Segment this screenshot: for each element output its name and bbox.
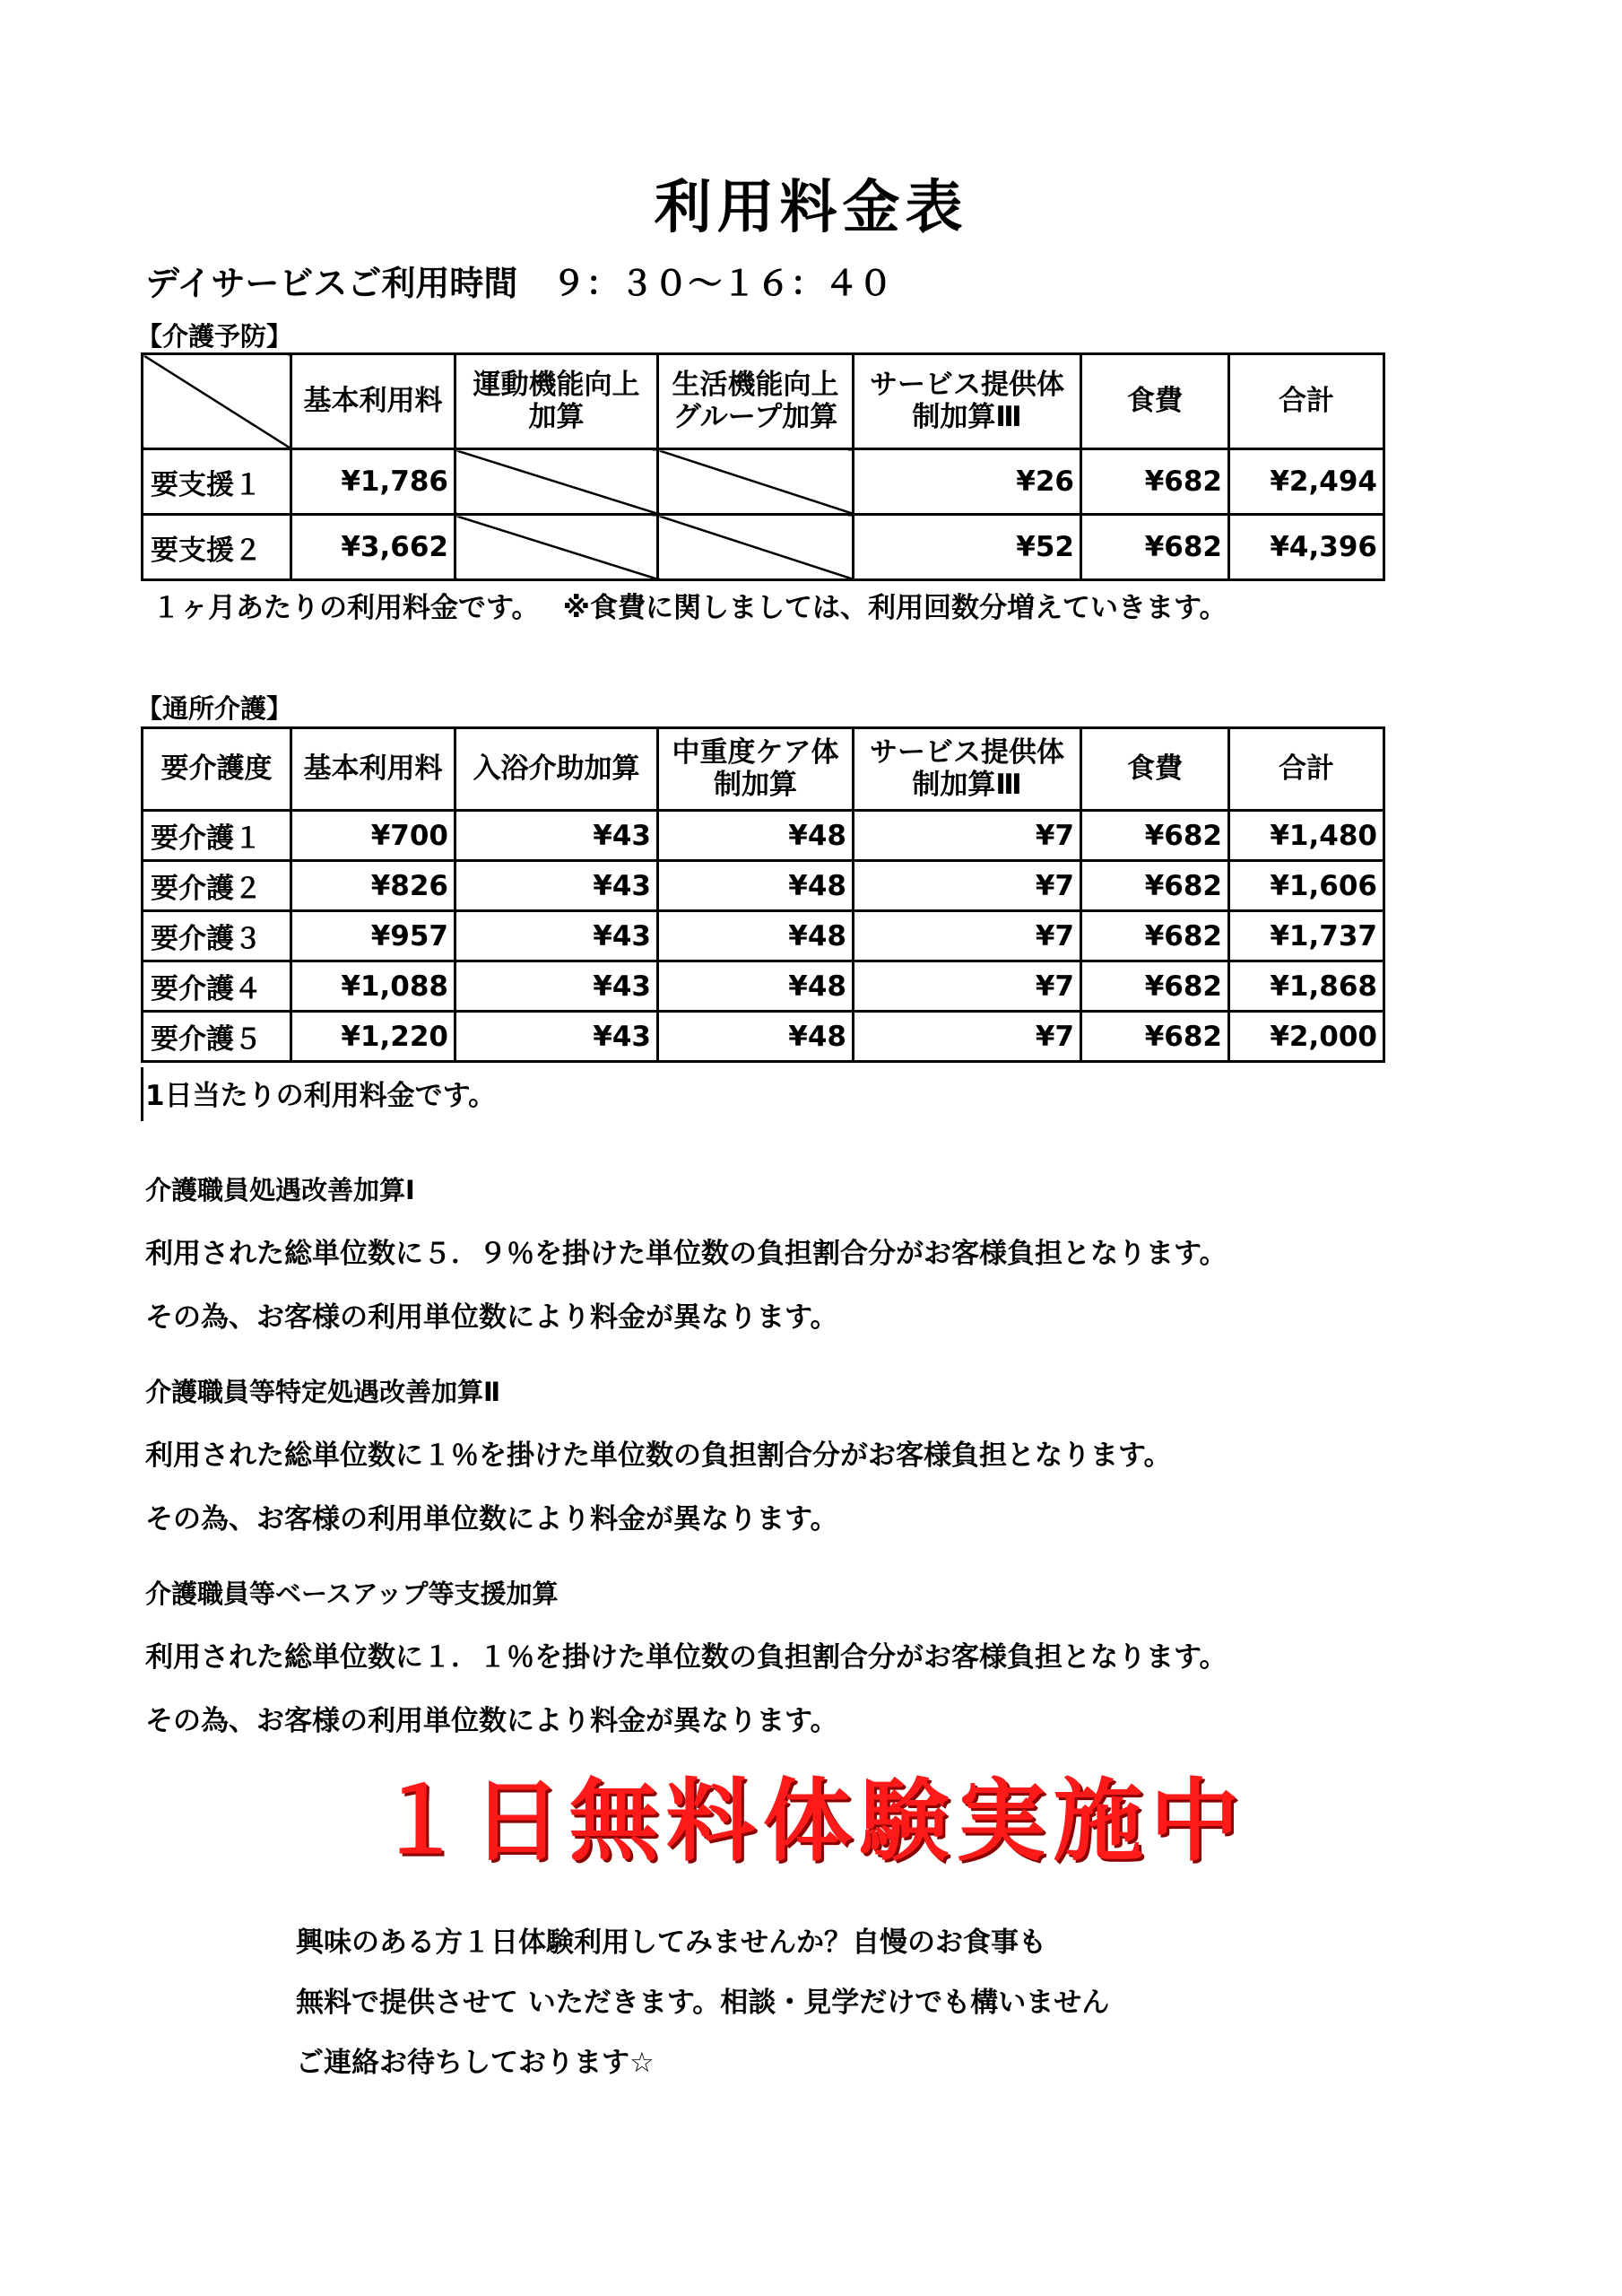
yobo-row-life-empty — [658, 449, 854, 515]
service-hours: デイサービスご利用時間 ９：３０～１６：４０ — [145, 264, 893, 303]
tsusho-header-total: 合計 — [1229, 728, 1384, 811]
tsusho-row-meal: ¥682 — [1081, 961, 1229, 1012]
yobo-row-name: 要支援１ — [143, 449, 291, 515]
yobo-row-total: ¥4,396 — [1229, 515, 1384, 580]
tsusho-row-bath: ¥43 — [455, 911, 658, 961]
tsusho-row-service: ¥7 — [854, 911, 1081, 961]
table-row — [143, 861, 1384, 911]
tsusho-row-name: 要介護１ — [143, 811, 291, 861]
addition-heading: 介護職員処遇改善加算Ⅰ — [145, 1175, 415, 1205]
tsusho-row-name: 要介護２ — [143, 861, 291, 911]
yobo-row-service: ¥52 — [854, 515, 1081, 580]
yobo-header-total: 合計 — [1229, 354, 1384, 449]
tsusho-row-bath: ¥43 — [455, 961, 658, 1012]
tsusho-fee-table — [141, 726, 1385, 1063]
table-row — [143, 449, 1384, 515]
tsusho-header-level: 要介護度 — [143, 728, 291, 811]
addition-block-3 — [145, 1574, 1227, 1761]
invitation-line: 無料で提供させて いただきます。相談・見学だけでも構いません — [296, 1987, 1110, 2019]
yobo-fee-table — [141, 352, 1385, 581]
yobo-header-service: サービス提供体 制加算Ⅲ — [854, 354, 1081, 449]
yobo-row-total: ¥2,494 — [1229, 449, 1384, 515]
yobo-row-basic: ¥1,786 — [291, 449, 455, 515]
tsusho-row-basic: ¥1,088 — [291, 961, 455, 1012]
tsusho-header-bath: 入浴介助加算 — [455, 728, 658, 811]
page-title: 利用料金表 — [654, 175, 968, 241]
table-row — [143, 1012, 1384, 1062]
yobo-section-label: 【介護予防】 — [136, 321, 293, 352]
yobo-row-name: 要支援２ — [143, 515, 291, 580]
tsusho-row-total: ¥1,606 — [1229, 861, 1384, 911]
tsusho-section-label: 【通所介護】 — [136, 693, 293, 724]
tsusho-row-meal: ¥682 — [1081, 911, 1229, 961]
tsusho-row-meal: ¥682 — [1081, 1012, 1229, 1062]
yobo-header-life: 生活機能向上 グループ加算 — [658, 354, 854, 449]
addition-line: 利用された総単位数に５．９％を掛けた単位数の負担割合分がお客様負担となります。 — [145, 1238, 1227, 1270]
tsusho-row-service: ¥7 — [854, 1012, 1081, 1062]
invitation-line: ご連絡お待ちしております☆ — [296, 2047, 655, 2079]
tsusho-row-care: ¥48 — [658, 961, 854, 1012]
yobo-note: １ヶ月あたりの利用料金です。 ※食費に関しましては、利用回数分増えていきます。 — [152, 592, 1227, 624]
tsusho-row-meal: ¥682 — [1081, 861, 1229, 911]
tsusho-row-name: 要介護５ — [143, 1012, 291, 1062]
free-trial-banner: １日無料体験実施中 — [375, 1769, 1247, 1874]
tsusho-row-total: ¥1,737 — [1229, 911, 1384, 961]
yobo-row-basic: ¥3,662 — [291, 515, 455, 580]
tsusho-row-basic: ¥700 — [291, 811, 455, 861]
tsusho-row-service: ¥7 — [854, 961, 1081, 1012]
yobo-row-service: ¥26 — [854, 449, 1081, 515]
tsusho-row-total: ¥1,480 — [1229, 811, 1384, 861]
tsusho-header-basic: 基本利用料 — [291, 728, 455, 811]
yobo-row-meal: ¥682 — [1081, 449, 1229, 515]
invitation-text — [296, 1919, 1109, 2100]
tsusho-header-care: 中重度ケア体 制加算 — [658, 728, 854, 811]
table-row — [143, 911, 1384, 961]
yobo-row-exercise-empty — [455, 449, 658, 515]
addition-line: その為、お客様の利用単位数により料金が異なります。 — [145, 1503, 838, 1535]
tsusho-row-meal: ¥682 — [1081, 811, 1229, 861]
yobo-row-meal: ¥682 — [1081, 515, 1229, 580]
yobo-header-exercise: 運動機能向上 加算 — [455, 354, 658, 449]
tsusho-row-bath: ¥43 — [455, 861, 658, 911]
addition-heading: 介護職員等ベースアップ等支援加算 — [145, 1578, 559, 1609]
table-row — [143, 515, 1384, 580]
tsusho-header-service: サービス提供体 制加算Ⅲ — [854, 728, 1081, 811]
tsusho-row-service: ¥7 — [854, 861, 1081, 911]
addition-heading: 介護職員等特定処遇改善加算Ⅱ — [145, 1377, 501, 1407]
tsusho-row-bath: ¥43 — [455, 811, 658, 861]
addition-line: 利用された総単位数に１．１％を掛けた単位数の負担割合分がお客様負担となります。 — [145, 1641, 1227, 1674]
tsusho-row-care: ¥48 — [658, 1012, 854, 1062]
tsusho-row-care: ¥48 — [658, 861, 854, 911]
yobo-row-exercise-empty — [455, 515, 658, 580]
yobo-header-basic: 基本利用料 — [291, 354, 455, 449]
tsusho-row-name: 要介護４ — [143, 961, 291, 1012]
table-row — [143, 961, 1384, 1012]
tsusho-row-total: ¥1,868 — [1229, 961, 1384, 1012]
tsusho-row-care: ¥48 — [658, 811, 854, 861]
tsusho-row-basic: ¥1,220 — [291, 1012, 455, 1062]
tsusho-row-name: 要介護３ — [143, 911, 291, 961]
tsusho-header-meal: 食費 — [1081, 728, 1229, 811]
invitation-line: 興味のある方１日体験利用してみませんか？自慢のお食事も — [296, 1926, 1046, 1959]
addition-line: その為、お客様の利用単位数により料金が異なります。 — [145, 1301, 838, 1334]
tsusho-note: 1日当たりの利用料金です。 — [145, 1080, 497, 1112]
tsusho-row-care: ¥48 — [658, 911, 854, 961]
addition-block-2 — [145, 1372, 1172, 1560]
table-edge-line — [141, 1067, 143, 1121]
table-row — [143, 811, 1384, 861]
addition-line: 利用された総単位数に１％を掛けた単位数の負担割合分がお客様負担となります。 — [145, 1439, 1172, 1472]
tsusho-row-bath: ¥43 — [455, 1012, 658, 1062]
tsusho-row-basic: ¥957 — [291, 911, 455, 961]
yobo-row-life-empty — [658, 515, 854, 580]
tsusho-row-total: ¥2,000 — [1229, 1012, 1384, 1062]
addition-line: その為、お客様の利用単位数により料金が異なります。 — [145, 1705, 838, 1737]
addition-block-1 — [145, 1170, 1227, 1358]
tsusho-row-basic: ¥826 — [291, 861, 455, 911]
tsusho-row-service: ¥7 — [854, 811, 1081, 861]
yobo-header-meal: 食費 — [1081, 354, 1229, 449]
yobo-corner-cell — [143, 354, 291, 449]
